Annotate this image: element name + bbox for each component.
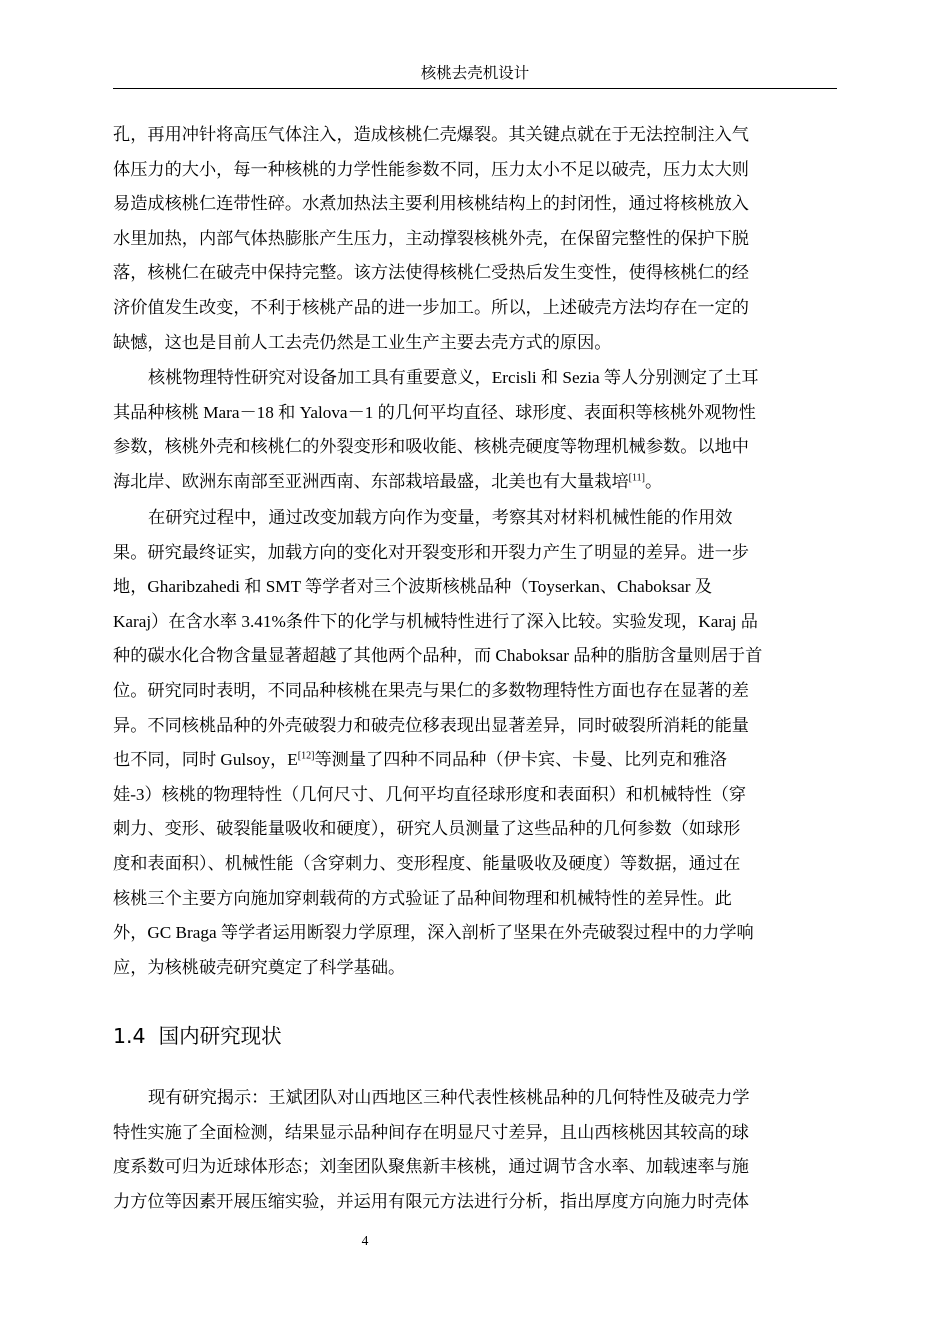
paragraph-line: 异。不同核桃品种的外壳破裂力和破壳位移表现出显著差异，同时破裂所消耗的能量 [113, 715, 749, 735]
paragraph-line: 体压力的大小，每一种核桃的力学性能参数不同，压力太小不足以破壳，压力太大则 [113, 159, 749, 179]
header-divider [113, 88, 837, 89]
paragraph-line: 济价值发生改变，不利于核桃产品的进一步加工。所以，上述破壳方法均存在一定的 [113, 297, 749, 317]
paragraph-line: 种的碳水化合物含量显著超越了其他两个品种，而 Chaboksar 品种的脂肪含量则居于首 [113, 646, 763, 666]
paragraph-line: 现有研究揭示：王斌团队对山西地区三种代表性核桃品种的几何特性及破壳力学 [148, 1088, 750, 1107]
paragraph-line-with-citation [113, 465, 837, 500]
section-paragraph [113, 1081, 837, 1219]
paragraph-line: 果。研究最终证实，加载方向的变化对开裂变形和开裂力产生了明显的差异。进一步 [113, 542, 749, 562]
page-header-title: 核桃去壳机设计 [420, 65, 530, 82]
paragraph-line: 位。研究同时表明，不同品种核桃在果壳与果仁的多数物理特性方面也存在显著的差 [113, 680, 749, 700]
citation-12: [12] [297, 750, 315, 762]
paragraph-line: 核桃物理特性研究对设备加工具有重要意义，Ercisli 和 Sezia 等人分别测定了土耳 [148, 368, 759, 387]
paragraph-line: 缺憾，这也是目前人工去壳仍然是工业生产主要去壳方式的原因。 [113, 332, 612, 352]
paragraph-text: 。 [644, 471, 663, 491]
paragraph-line: Karaj）在含水率 3.41%条件下的化学与机械特性进行了深入比较。实验发现，Karaj 品 [113, 611, 758, 631]
paragraph-line: 力方位等因素开展压缩实验，并运用有限元方法进行分析，指出厚度方向施力时壳体 [113, 1191, 749, 1211]
paragraph-line: 度和表面积）、机械性能（含穿刺力、变形程度、能量吸收及硬度）等数据，通过在 [113, 853, 741, 873]
paragraph-line: 度系数可归为近球体形态；刘奎团队聚焦新丰核桃，通过调节含水率、加载速率与施 [113, 1157, 749, 1177]
paragraph-line: 地，Gharibzahedi 和 SMT 等学者对三个波斯核桃品种（Toyserkan、Chaboksar 及 [113, 577, 713, 597]
paragraph-line: 特性实施了全面检测，结果显示品种间存在明显尺寸差异，且山西核桃因其较高的球 [113, 1122, 749, 1142]
paragraph-text: 等测量了四种不同品种（伊卡宾、卡曼、比列克和雅洛 [314, 750, 727, 770]
paragraph-line: 参数，核桃外壳和核桃仁的外裂变形和吸收能、核桃壳硬度等物理机械参数。以地中 [113, 437, 749, 457]
paragraph-line: 落，核桃仁在破壳中保持完整。该方法使得核桃仁受热后发生变性，使得核桃仁的经 [113, 263, 749, 283]
paragraph-line: 外，GC Braga 等学者运用断裂力学原理，深入剖析了坚果在外壳破裂过程中的力学响 [113, 923, 754, 943]
paragraph-line: 娃-3）核桃的物理特性（几何尺寸、几何平均直径球形度和表面积）和机械特性（穿 [113, 784, 747, 804]
paragraph-text: 也不同，同时 Gulsoy，E [113, 750, 298, 770]
paragraph-line: 易造成核桃仁连带性碎。水煮加热法主要利用核桃结构上的封闭性，通过将核桃放入 [113, 194, 749, 214]
section-title: 国内研究现状 [158, 1024, 282, 1048]
paragraph-line: 孔，再用冲针将高压气体注入，造成核桃仁壳爆裂。其关键点就在于无法控制注入气 [113, 125, 749, 144]
paragraph-line-with-citation [113, 743, 837, 778]
paragraph-line: 水里加热，内部气体热膨胀产生压力，主动撑裂核桃外壳，在保留完整性的保护下脱 [113, 228, 749, 248]
page-number: 4 [361, 1233, 369, 1248]
paragraph-2 [113, 361, 837, 499]
paragraph-line: 其品种核桃 Mara－18 和 Yalova－1 的几何平均直径、球形度、表面积等核桃外观物性 [113, 402, 756, 422]
section-heading [113, 1021, 837, 1051]
paragraph-text: 海北岸、欧洲东南部至亚洲西南、东部栽培最盛，北美也有大量栽培 [113, 471, 629, 491]
paragraph-line: 核桃三个主要方向施加穿刺载荷的方式验证了品种间物理和机械特性的差异性。此 [113, 888, 732, 908]
paragraph-3 [113, 501, 837, 985]
paragraph-1 [113, 118, 837, 360]
paragraph-line: 刺力、变形、破裂能量吸收和硬度），研究人员测量了这些品种的几何参数（如球形 [113, 819, 741, 839]
paragraph-line: 在研究过程中，通过改变加载方向作为变量，考察其对材料机械性能的作用效 [148, 508, 733, 527]
citation-11: [11] [628, 472, 645, 484]
paragraph-line: 应，为核桃破壳研究奠定了科学基础。 [113, 957, 406, 977]
section-number: 1.4 [113, 1024, 146, 1048]
